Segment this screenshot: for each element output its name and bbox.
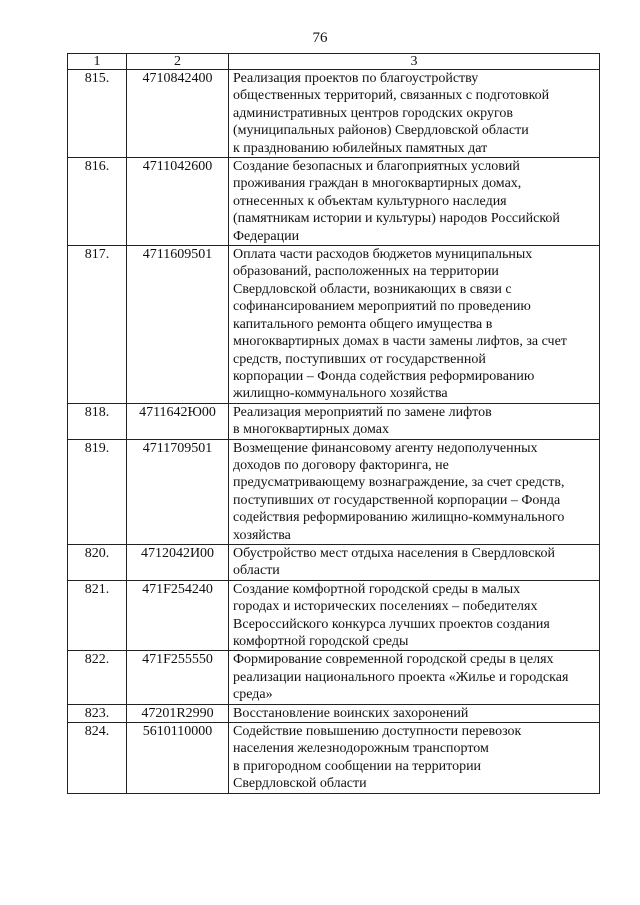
description-line: в многоквартирных домах [233, 422, 389, 438]
classification-code: 5610110000 [127, 723, 229, 794]
description-cell [229, 70, 600, 158]
description-line: среда» [233, 687, 273, 703]
budget-classification-table [67, 53, 600, 794]
description-line: Обустройство мест отдыха населения в Свердловской [233, 545, 555, 561]
classification-code: 4711709501 [127, 439, 229, 544]
description-cell [229, 158, 600, 246]
classification-code: 4711642Ю00 [127, 403, 229, 439]
description-line: корпорации – Фонда содействия реформированию [233, 368, 535, 384]
table-row [68, 158, 600, 246]
row-number: 815. [68, 70, 127, 158]
description-line: общественных территорий, связанных с подготовкой [233, 88, 550, 104]
table-row [68, 723, 600, 794]
description-line: образований, расположенных на территории [233, 264, 499, 280]
description-cell [229, 246, 600, 404]
description-cell [229, 704, 600, 722]
table-row [68, 70, 600, 158]
description-line: софинансированием мероприятий по проведению [233, 299, 531, 315]
column-header-2: 2 [127, 54, 229, 70]
description-cell [229, 580, 600, 651]
description-line: населения железнодорожным транспортом [233, 741, 489, 757]
description-line: Возмещение финансовому агенту недополученных [233, 440, 538, 456]
row-number: 819. [68, 439, 127, 544]
description-line: Создание комфортной городской среды в малых [233, 581, 521, 597]
row-number: 823. [68, 704, 127, 722]
classification-code: 4710842400 [127, 70, 229, 158]
classification-code: 4711042600 [127, 158, 229, 246]
description-line: предусматривающему вознаграждение, за счет средств, [233, 475, 565, 491]
description-line: многоквартирных домах в части замены лифтов, за счет [233, 334, 567, 350]
row-number: 822. [68, 651, 127, 704]
table-row [68, 704, 600, 722]
description-line: Оплата части расходов бюджетов муниципальных [233, 247, 533, 263]
description-line: к празднованию юбилейных памятных дат [233, 140, 488, 156]
column-header-1: 1 [68, 54, 127, 70]
column-header-3: 3 [229, 54, 600, 70]
description-line: Реализация мероприятий по замене лифтов [233, 404, 492, 420]
table-header-row [68, 54, 600, 70]
description-line: хозяйства [233, 527, 291, 543]
row-number: 820. [68, 544, 127, 580]
description-line: Федерации [233, 228, 300, 244]
description-line: (муниципальных районов) Свердловской области [233, 123, 529, 139]
description-line: Формирование современной городской среды в целях [233, 652, 554, 668]
description-line: доходов по договору факторинга, не [233, 457, 449, 473]
description-line: области [233, 563, 280, 579]
table-row [68, 439, 600, 544]
description-line: проживания граждан в многоквартирных домах, [233, 176, 522, 192]
description-line: капитального ремонта общего имущества в [233, 316, 493, 332]
description-line: Восстановление воинских захоронений [233, 705, 469, 721]
row-number: 816. [68, 158, 127, 246]
description-line: комфортной городской среды [233, 634, 409, 649]
classification-code: 4712042И00 [127, 544, 229, 580]
description-line: Всероссийского конкурса лучших проектов создания [233, 616, 550, 632]
description-line: жилищно-коммунального хозяйства [233, 386, 448, 402]
classification-code: 471F255550 [127, 651, 229, 704]
description-line: (памятникам истории и культуры) народов Российской [233, 211, 560, 227]
description-cell [229, 403, 600, 439]
description-line: Реализация проектов по благоустройству [233, 71, 479, 86]
description-line: Создание безопасных и благоприятных условий [233, 159, 520, 175]
table-row [68, 403, 600, 439]
description-line: Свердловской области, возникающих в связи с [233, 281, 512, 297]
row-number: 824. [68, 723, 127, 794]
description-line: Свердловской области [233, 776, 367, 792]
classification-code: 471F254240 [127, 580, 229, 651]
table-row [68, 580, 600, 651]
description-line: содействия реформированию жилищно-коммунального [233, 510, 565, 526]
description-line: реализации национального проекта «Жилье и городская [233, 669, 569, 685]
description-line: средств, поступивших от государственной [233, 351, 486, 367]
row-number: 821. [68, 580, 127, 651]
description-cell [229, 723, 600, 794]
description-cell [229, 544, 600, 580]
description-line: в пригородном сообщении на территории [233, 758, 482, 774]
description-line: поступивших от государственной корпорации – Фонда [233, 492, 561, 508]
classification-code: 4711609501 [127, 246, 229, 404]
row-number: 817. [68, 246, 127, 404]
classification-code: 47201R2990 [127, 704, 229, 722]
row-number: 818. [68, 403, 127, 439]
description-line: административных центров городских округов [233, 105, 513, 121]
page-number: 76 [312, 30, 328, 46]
description-line: отнесенных к объектам культурного наследия [233, 193, 507, 209]
table-row [68, 651, 600, 704]
description-line: городах и исторических поселениях – победителях [233, 599, 538, 615]
table-row [68, 246, 600, 404]
description-line: Содействие повышению доступности перевозок [233, 724, 522, 740]
description-cell [229, 439, 600, 544]
description-cell [229, 651, 600, 704]
table-row [68, 544, 600, 580]
